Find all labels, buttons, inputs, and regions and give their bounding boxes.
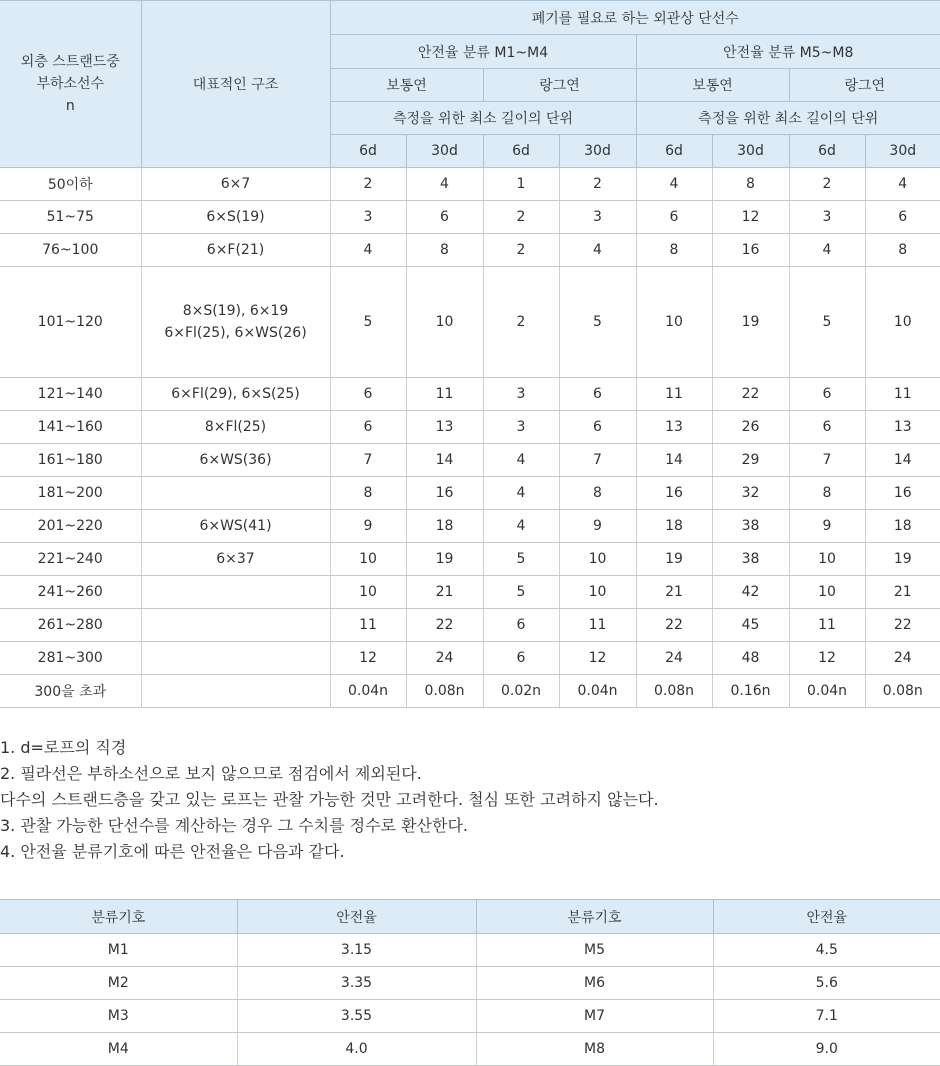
cell-value: 18 [865,510,940,543]
cell-value: 10 [865,267,940,378]
notes [0,735,940,865]
cell-value: 38 [712,543,789,576]
cell-value: 6 [406,201,483,234]
structure-line: 6×Fl(29), 6×S(25) [171,386,300,402]
cell-value: 13 [636,411,712,444]
cell-value: 21 [636,576,712,609]
cell-wire-count: 241~260 [0,576,141,609]
cell-structure [141,576,330,609]
header-30d: 30d [406,135,483,168]
cell-value: 4 [483,477,559,510]
cell-value: 2 [483,201,559,234]
cell-value: 9 [789,510,865,543]
cell-class-code: M4 [0,1033,237,1066]
table-row [0,675,940,708]
cell-value: 19 [636,543,712,576]
cell-structure [141,609,330,642]
cell-value: 6 [559,411,636,444]
cell-value: 21 [406,576,483,609]
header-6d: 6d [636,135,712,168]
cell-value: 29 [712,444,789,477]
header-regular-lay-a: 보통연 [330,69,483,102]
cell-safety-factor: 3.15 [237,934,476,967]
cell-structure [141,267,330,378]
cell-structure [141,543,330,576]
cell-value: 24 [865,642,940,675]
cell-value: 6 [483,609,559,642]
cell-wire-count: 121~140 [0,378,141,411]
cell-value: 4 [789,234,865,267]
cell-value: 9 [559,510,636,543]
table-row [0,411,940,444]
cell-class-code: M1 [0,934,237,967]
table-body [0,168,940,708]
cell-value: 10 [330,543,406,576]
cell-value: 21 [865,576,940,609]
cell-value: 13 [865,411,940,444]
cell-value: 8 [789,477,865,510]
cell-structure [141,234,330,267]
cell-value: 3 [483,411,559,444]
cell-value: 6 [789,411,865,444]
cell-value: 11 [559,609,636,642]
table-row [0,444,940,477]
cell-value: 14 [865,444,940,477]
cell-wire-count: 300을 초과 [0,675,141,708]
header-30d: 30d [559,135,636,168]
cell-structure [141,477,330,510]
cell-value: 22 [636,609,712,642]
cell-structure [141,675,330,708]
header-outer-strand-wires [0,1,141,168]
factor-header-class: 분류기호 [0,900,237,934]
cell-value: 9 [330,510,406,543]
cell-value: 4 [559,234,636,267]
cell-value: 26 [712,411,789,444]
cell-value: 0.04n [789,675,865,708]
cell-safety-factor: 5.6 [713,967,940,1000]
cell-structure [141,411,330,444]
cell-class-code: M5 [476,934,713,967]
cell-value: 19 [712,267,789,378]
cell-value: 3 [330,201,406,234]
note-line: 4. 안전율 분류기호에 따른 안전율은 다음과 같다. [0,842,345,861]
cell-value: 8 [330,477,406,510]
cell-value: 2 [559,168,636,201]
cell-value: 7 [789,444,865,477]
cell-value: 4 [636,168,712,201]
cell-value: 11 [330,609,406,642]
cell-wire-count: 141~160 [0,411,141,444]
cell-value: 12 [559,642,636,675]
note-line: 다수의 스트랜드층을 갖고 있는 로프는 관찰 가능한 것만 고려한다. 철심 또한 고려하지 않는다. [0,790,659,809]
table-row [0,267,940,378]
cell-structure [141,444,330,477]
note-line: 2. 필라선은 부하소선으로 보지 않으므로 점검에서 제외된다. [0,764,422,783]
cell-wire-count: 261~280 [0,609,141,642]
cell-wire-count: 201~220 [0,510,141,543]
cell-safety-factor: 3.55 [237,1000,476,1033]
cell-value: 6 [330,411,406,444]
cell-value: 4 [865,168,940,201]
cell-class-code: M3 [0,1000,237,1033]
table-row [0,378,940,411]
cell-value: 8 [712,168,789,201]
cell-value: 42 [712,576,789,609]
header-col1-line2: 부하소선수 [36,76,105,92]
cell-value: 18 [406,510,483,543]
cell-value: 11 [865,378,940,411]
factor-row [0,934,940,967]
cell-value: 11 [789,609,865,642]
cell-structure [141,378,330,411]
cell-value: 18 [636,510,712,543]
header-6d: 6d [330,135,406,168]
cell-value: 2 [483,267,559,378]
factor-row [0,1033,940,1066]
cell-safety-factor: 4.0 [237,1033,476,1066]
structure-line: 6×7 [220,176,251,192]
cell-wire-count: 221~240 [0,543,141,576]
cell-structure [141,168,330,201]
cell-safety-factor: 7.1 [713,1000,940,1033]
cell-value: 6 [330,378,406,411]
cell-value: 10 [559,543,636,576]
factor-header-safety: 안전율 [713,900,940,934]
cell-safety-factor: 9.0 [713,1033,940,1066]
cell-value: 0.08n [406,675,483,708]
cell-wire-count: 76~100 [0,234,141,267]
cell-value: 48 [712,642,789,675]
cell-value: 10 [789,543,865,576]
cell-value: 5 [483,543,559,576]
header-measure-length-a: 측정을 위한 최소 길이의 단위 [330,102,636,135]
cell-value: 14 [406,444,483,477]
cell-value: 45 [712,609,789,642]
header-regular-lay-b: 보통연 [636,69,789,102]
cell-wire-count: 181~200 [0,477,141,510]
note-line: 3. 관찰 가능한 단선수를 계산하는 경우 그 수치를 정수로 환산한다. [0,816,468,835]
cell-value: 4 [483,444,559,477]
header-30d: 30d [865,135,940,168]
structure-line: 8×Fl(25) [204,419,267,435]
structure-line: 6×WS(41) [199,518,272,534]
cell-value: 5 [483,576,559,609]
cell-wire-count: 281~300 [0,642,141,675]
cell-class-code: M6 [476,967,713,1000]
cell-value: 3 [559,201,636,234]
cell-value: 6 [636,201,712,234]
cell-safety-factor: 4.5 [713,934,940,967]
cell-value: 4 [483,510,559,543]
cell-value: 14 [636,444,712,477]
note-line: 1. d=로프의 직경 [0,738,127,757]
cell-value: 0.08n [865,675,940,708]
factor-header-class: 분류기호 [476,900,713,934]
cell-value: 38 [712,510,789,543]
table-row [0,234,940,267]
cell-value: 10 [789,576,865,609]
header-group-title: 폐기를 필요로 하는 외관상 단선수 [330,1,940,35]
cell-value: 16 [636,477,712,510]
table-row [0,543,940,576]
header-class-m5-m8: 안전율 분류 M5~M8 [636,35,940,69]
cell-value: 16 [406,477,483,510]
cell-value: 6 [865,201,940,234]
cell-value: 19 [406,543,483,576]
cell-value: 10 [406,267,483,378]
cell-value: 4 [330,234,406,267]
cell-wire-count: 50이하 [0,168,141,201]
cell-value: 19 [865,543,940,576]
table-row [0,576,940,609]
cell-value: 0.04n [559,675,636,708]
header-lang-lay-a: 랑그연 [483,69,636,102]
structure-line: 8×S(19), 6×19 [182,303,289,319]
structure-line: 6×F(21) [206,242,265,258]
header-lang-lay-b: 랑그연 [789,69,940,102]
cell-value: 10 [559,576,636,609]
table-row [0,201,940,234]
cell-value: 0.16n [712,675,789,708]
header-class-m1-m4: 안전율 분류 M1~M4 [330,35,636,69]
cell-value: 2 [483,234,559,267]
cell-class-code: M8 [476,1033,713,1066]
cell-value: 10 [330,576,406,609]
cell-value: 16 [712,234,789,267]
header-6d: 6d [789,135,865,168]
cell-value: 7 [330,444,406,477]
cell-value: 6 [789,378,865,411]
cell-value: 3 [483,378,559,411]
cell-value: 13 [406,411,483,444]
cell-value: 22 [712,378,789,411]
cell-value: 8 [865,234,940,267]
cell-value: 5 [559,267,636,378]
cell-wire-count: 101~120 [0,267,141,378]
cell-value: 8 [636,234,712,267]
cell-value: 12 [330,642,406,675]
table-row [0,642,940,675]
safety-factor-table [0,899,940,1066]
cell-value: 7 [559,444,636,477]
structure-line: 6×S(19) [206,209,265,225]
cell-value: 6 [483,642,559,675]
table-row [0,168,940,201]
cell-structure [141,510,330,543]
table-row [0,510,940,543]
header-col1-line1: 외층 스트랜드중 [20,54,120,70]
table-row [0,477,940,510]
cell-value: 1 [483,168,559,201]
cell-structure [141,201,330,234]
cell-value: 2 [330,168,406,201]
cell-wire-count: 161~180 [0,444,141,477]
cell-value: 10 [636,267,712,378]
cell-value: 5 [330,267,406,378]
factor-row [0,1000,940,1033]
cell-value: 24 [636,642,712,675]
cell-value: 11 [636,378,712,411]
cell-value: 3 [789,201,865,234]
cell-value: 2 [789,168,865,201]
table-row [0,609,940,642]
cell-value: 8 [406,234,483,267]
cell-value: 4 [406,168,483,201]
structure-line: 6×Fl(25), 6×WS(26) [164,325,307,341]
cell-value: 32 [712,477,789,510]
cell-structure [141,642,330,675]
cell-wire-count: 51~75 [0,201,141,234]
cell-value: 5 [789,267,865,378]
structure-line: 6×37 [216,551,255,567]
header-measure-length-b: 측정을 위한 최소 길이의 단위 [636,102,940,135]
cell-value: 12 [789,642,865,675]
cell-value: 12 [712,201,789,234]
cell-value: 0.04n [330,675,406,708]
factor-header-safety: 안전율 [237,900,476,934]
cell-class-code: M2 [0,967,237,1000]
cell-class-code: M7 [476,1000,713,1033]
structure-line: 6×WS(36) [199,452,272,468]
header-structure: 대표적인 구조 [141,1,330,168]
header-col1-line3: n [65,98,75,114]
cell-value: 16 [865,477,940,510]
cell-value: 6 [559,378,636,411]
cell-value: 22 [865,609,940,642]
cell-value: 0.02n [483,675,559,708]
header-6d: 6d [483,135,559,168]
factor-row [0,967,940,1000]
factor-body [0,934,940,1066]
cell-safety-factor: 3.35 [237,967,476,1000]
cell-value: 22 [406,609,483,642]
cell-value: 11 [406,378,483,411]
cell-value: 8 [559,477,636,510]
header-30d: 30d [712,135,789,168]
cell-value: 24 [406,642,483,675]
cell-value: 0.08n [636,675,712,708]
